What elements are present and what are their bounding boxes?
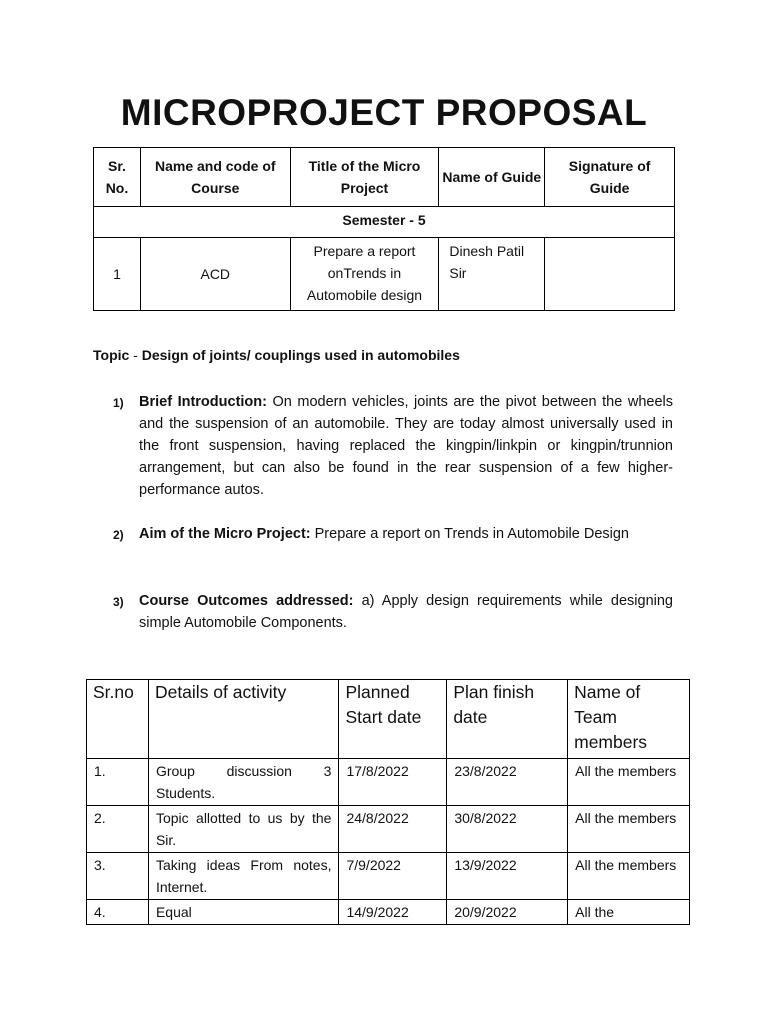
cell-members: All the members <box>568 853 690 900</box>
cell-details: Topic allotted to us by the Sir. <box>148 806 339 853</box>
list-item-outcomes <box>113 590 673 634</box>
cell-sr: 2. <box>87 806 149 853</box>
item-number: 3) <box>113 595 124 609</box>
header-members: Name of Team members <box>568 680 690 759</box>
topic-line <box>93 347 460 363</box>
topic-separator: - <box>129 347 142 363</box>
cell-finish: 30/8/2022 <box>447 806 568 853</box>
table-row <box>87 759 690 806</box>
cell-details: Taking ideas From notes, Internet. <box>148 853 339 900</box>
header-signature: Signature of Guide <box>545 148 675 207</box>
cell-course: ACD <box>140 238 290 311</box>
header-sr-no: Sr. No. <box>94 148 141 207</box>
list-item-introduction <box>113 391 673 501</box>
cell-title: Prepare a report onTrends in Automobile design <box>290 238 439 311</box>
item-label: Course Outcomes addressed: <box>139 593 354 609</box>
item-text: Prepare a report on Trends in Automobile Design <box>310 526 629 542</box>
cell-start: 24/8/2022 <box>339 806 447 853</box>
header-srno: Sr.no <box>87 680 149 759</box>
proposal-row <box>94 238 675 311</box>
cell-members: All the members <box>568 759 690 806</box>
item-text: On modern vehicles, joints are the pivot between the wheels and the suspension of an automobile. They are today almost universally used in the front suspension, having replaced the kingpin/linkpin or kingpin/trunnion arrangement, but can also be found in the rear suspension of a few higher-performance autos. <box>139 394 673 498</box>
item-text: a) Apply design requirements while designing simple Automobile Components. <box>139 593 673 631</box>
header-title: Title of the Micro Project <box>290 148 439 207</box>
table-row <box>87 900 690 925</box>
header-guide: Name of Guide <box>439 148 545 207</box>
cell-members: All the <box>568 900 690 925</box>
cell-sr: 4. <box>87 900 149 925</box>
table-row <box>87 853 690 900</box>
cell-sr: 1 <box>94 238 141 311</box>
activity-header-row <box>87 680 690 759</box>
item-number: 2) <box>113 528 124 542</box>
cell-guide: Dinesh Patil Sir <box>439 238 545 311</box>
header-finish: Plan finish date <box>447 680 568 759</box>
table-row <box>87 806 690 853</box>
item-label: Aim of the Micro Project: <box>139 526 311 542</box>
cell-details: Group discussion 3 Students. <box>148 759 339 806</box>
cell-signature <box>545 238 675 311</box>
cell-finish: 20/9/2022 <box>447 900 568 925</box>
cell-start: 7/9/2022 <box>339 853 447 900</box>
activity-table <box>86 679 690 925</box>
header-course: Name and code of Course <box>140 148 290 207</box>
list-item-aim <box>113 523 673 545</box>
cell-start: 14/9/2022 <box>339 900 447 925</box>
proposal-header-row <box>94 148 675 207</box>
item-label: Brief Introduction: <box>139 394 267 410</box>
semester-row <box>94 207 675 238</box>
semester-label: Semester - 5 <box>94 207 675 238</box>
header-details: Details of activity <box>148 680 339 759</box>
cell-finish: 13/9/2022 <box>447 853 568 900</box>
topic-text: Design of joints/ couplings used in automobiles <box>141 347 460 363</box>
cell-sr: 3. <box>87 853 149 900</box>
cell-sr: 1. <box>87 759 149 806</box>
proposal-table <box>93 147 675 311</box>
cell-members: All the members <box>568 806 690 853</box>
topic-label: Topic <box>93 347 130 363</box>
item-number: 1) <box>113 396 124 410</box>
cell-start: 17/8/2022 <box>339 759 447 806</box>
cell-details: Equal <box>148 900 339 925</box>
cell-finish: 23/8/2022 <box>447 759 568 806</box>
page-title: MICROPROJECT PROPOSAL <box>120 92 648 133</box>
header-start: Planned Start date <box>339 680 447 759</box>
